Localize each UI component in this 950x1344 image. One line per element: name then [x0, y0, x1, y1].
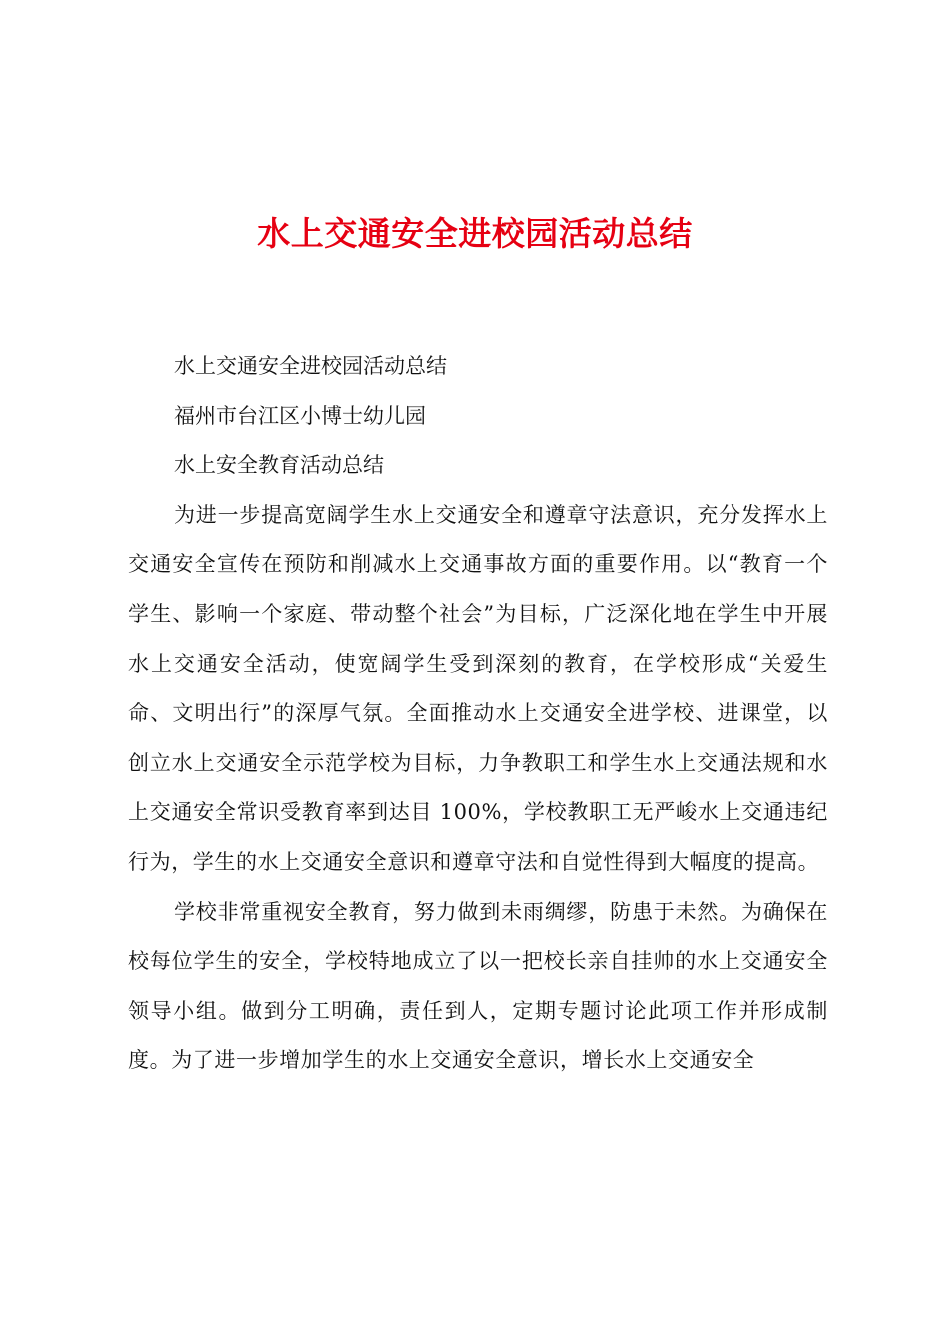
document-title: 水上交通安全进校园活动总结 — [257, 214, 693, 253]
organization-line: 福州市台江区小博士幼儿园 — [174, 403, 426, 428]
subtitle-line: 水上交通安全进校园活动总结 — [174, 354, 447, 378]
body-paragraph: 为进一步提高宽阔学生水上交通安全和遵章守法意识，充分发挥水上交通安全宣传在预防和削减水上交通事故方面的重要作用。以“教育一个学生、影响一个家庭、带动整个社会”为目标，广泛深化地在学生中开展水上交通安全活动，使宽阔学生受到深刻的教育，在学校形成“关爱生命、文明出行”的深厚气氛。全面推动水上交通安全进学校、进课堂，以创立水上交通安全示范学校为目标，力争教职工和学生水上交通法规和水上交通安全常识受教育率到达目 100%，学校教职工无严峻水上交通违纪行为，学生的水上交通安全意识和遵章守法和自觉性得到大幅度的提高。 — [128, 502, 828, 874]
document-body — [128, 342, 828, 1086]
section-heading-line: 水上安全教育活动总结 — [174, 453, 384, 478]
body-paragraph: 学校非常重视安全教育，努力做到未雨绸缪，防患于未然。为确保在校每位学生的安全，学校特地成立了以一把校长亲自挂帅的水上交通安全领导小组。做到分工明确，责任到人，定期专题讨论此项工作并形成制度。为了进一步增加学生的水上交通安全意识，增长水上交通安全 — [128, 899, 828, 1073]
